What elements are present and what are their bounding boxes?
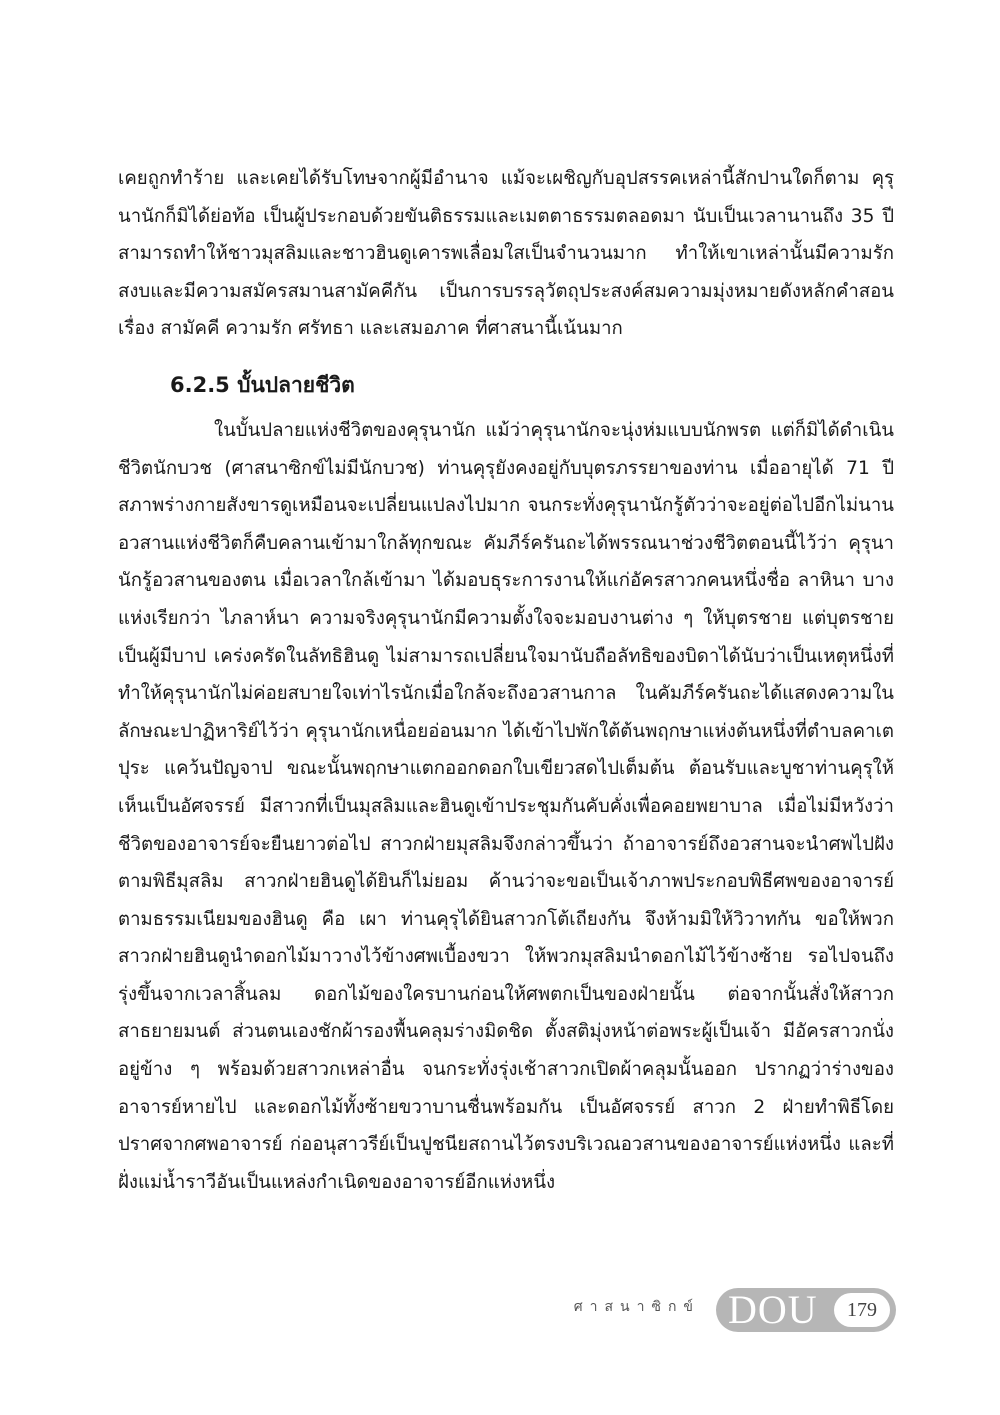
intro-paragraph: เคยถูกทำร้าย และเคยได้รับโทษจากผู้มีอำนาจ แม้จะเผชิญกับอุปสรรคเหล่านี้สักปานใดก็ตาม คุรุนานักก็มิได้ย่อท้อ เป็นผู้ประกอบด้วยขันติธรรมและเมตตาธรรมตลอดมา นับเป็นเวลานานถึง 35 ปี สามารถทำให้ชาวมุสลิมและชาวฮินดูเคารพเลื่อมใสเป็นจำนวนมาก ทำให้เขาเหล่านั้นมีความรักสงบและมีความสมัครสมานสามัคคีกัน เป็นการบรรลุวัตถุประสงค์สมความมุ่งหมายดังหลักคำสอนเรื่อง สามัคคี ความรัก ศรัทธา และเสมอภาค ที่ศาสนานี้เน้นมาก [118, 168, 894, 340]
dou-logo: DOU [728, 1287, 818, 1332]
page-footer [0, 1288, 1000, 1332]
page-number: 179 [834, 1293, 890, 1327]
section-title: บั้นปลายชีวิต [237, 372, 355, 397]
dou-badge [716, 1288, 896, 1332]
footer-subject: ศาสนาซิกข์ [573, 1299, 700, 1315]
section-number: 6.2.5 [170, 372, 230, 397]
section-heading [170, 358, 894, 412]
section-body-paragraph: ในบั้นปลายแห่งชีวิตของคุรุนานัก แม้ว่าคุรุนานักจะนุ่งห่มแบบนักพรต แต่ก็มิได้ดำเนินชีวิตนักบวช (ศาสนาซิกข์ไม่มีนักบวช) ท่านคุรุยังคงอยู่กับบุตรภรรยาของท่าน เมื่ออายุได้ 71 ปี สภาพร่างกายสังขารดูเหมือนจะเปลี่ยนแปลงไปมาก จนกระทั่งคุรุนานักรู้ตัวว่าจะอยู่ต่อไปอีกไม่นาน อวสานแห่งชีวิตก็คืบคลานเข้ามาใกล้ทุกขณะ คัมภีร์ครันถะได้พรรณนาช่วงชีวิตตอนนี้ไว้ว่า คุรุนานักรู้อวสานของตน เมื่อเวลาใกล้เข้ามา ได้มอบธุระการงานให้แก่อัครสาวกคนหนึ่งชื่อ ลาหินา บางแห่งเรียกว่า ไภลาห์นา ความจริงคุรุนานักมีความตั้งใจจะมอบงานต่าง ๆ ให้บุตรชาย แต่บุตรชายเป็นผู้มีบาป เคร่งครัดในลัทธิฮินดู ไม่สามารถเปลี่ยนใจมานับถือลัทธิของบิดาได้นับว่าเป็นเหตุหนึ่งที่ทำให้คุรุนานักไม่ค่อยสบายใจเท่าไรนักเมื่อใกล้จะถึงอวสานกาล ในคัมภีร์ครันถะได้แสดงความในลักษณะปาฏิหาริย์ไว้ว่า คุรุนานักเหนื่อยอ่อนมาก ได้เข้าไปพักใต้ต้นพฤกษาแห่งต้นหนึ่งที่ตำบลคาเตปุระ แคว้นปัญจาป ขณะนั้นพฤกษาแตกออกดอกใบเขียวสดไปเต็มต้น ต้อนรับและบูชาท่านคุรุให้เห็นเป็นอัศจรรย์ มีสาวกที่เป็นมุสลิมและฮินดูเข้าประชุมกันคับคั่งเพื่อคอยพยาบาล เมื่อไม่มีหวังว่าชีวิตของอาจารย์จะยืนยาวต่อไป สาวกฝ่ายมุสลิมจึงกล่าวขึ้นว่า ถ้าอาจารย์ถึงอวสานจะนำศพไปฝังตามพิธีมุสลิม สาวกฝ่ายฮินดูได้ยินก็ไม่ยอม ค้านว่าจะขอเป็นเจ้าภาพประกอบพิธีศพของอาจารย์ตามธรรมเนียมของฮินดู คือ เผา ท่านคุรุได้ยินสาวกโต้เถียงกัน จึงห้ามมิให้วิวาทกัน ขอให้พวกสาวกฝ่ายฮินดูนำดอกไม้มาวางไว้ข้างศพเบื้องขวา ให้พวกมุสลิมนำดอกไม้ไว้ข้างซ้าย รอไปจนถึงรุ่งขึ้นจากเวลาสิ้นลม ดอกไม้ของใครบานก่อนให้ศพตกเป็นของฝ่ายนั้น ต่อจากนั้นสั่งให้สาวกสาธยายมนต์ ส่วนตนเองชักผ้ารองพื้นคลุมร่างมิดชิด ตั้งสติมุ่งหน้าต่อพระผู้เป็นเจ้า มีอัครสาวกนั่งอยู่ข้าง ๆ พร้อมด้วยสาวกเหล่าอื่น จนกระทั่งรุ่งเช้าสาวกเปิดผ้าคลุมนั้นออก ปรากฏว่าร่างของอาจารย์หายไป และดอกไม้ทั้งซ้ายขวาบานชื่นพร้อมกัน เป็นอัศจรรย์ สาวก 2 ฝ่ายทำพิธีโดยปราศจากศพอาจารย์ ก่ออนุสาวรีย์เป็นปูชนียสถานไว้ตรงบริเวณอวสานของอาจารย์แห่งหนึ่ง และที่ฝั่งแม่น้ำราวีอันเป็นแหล่งกำเนิดของอาจารย์อีกแห่งหนึ่ง [118, 419, 894, 1193]
page-content [118, 160, 894, 1201]
